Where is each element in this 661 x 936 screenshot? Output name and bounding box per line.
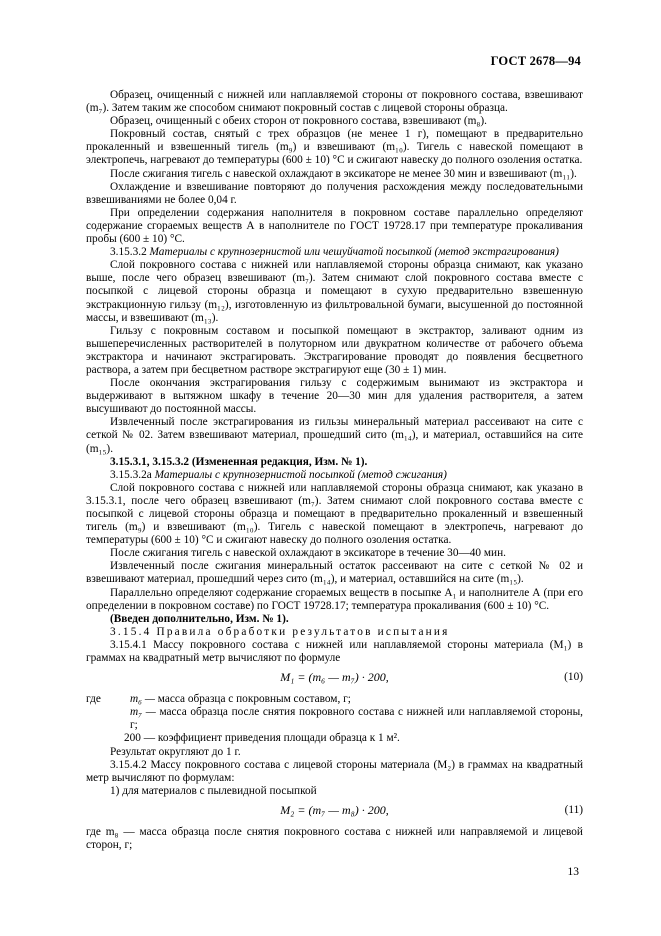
definition-symbol: m₇ — [130, 706, 156, 719]
formula-expression: M₁ = (m₆ — m₇) · 200, [280, 670, 389, 685]
section-number: 3.15.3.2 [110, 246, 147, 259]
definition-item [86, 732, 583, 745]
paragraph: 3.15.4.2 Массу покровного состава с лицевой стороны материала (M₂) в граммах на квадратный метр вычисляют по формулам: [86, 758, 583, 784]
definition-symbol: где m₈ — [86, 825, 135, 838]
paragraph: После окончания экстрагирования гильзу с содержимым вынимают из экстрактора и выдерживают в вытяжном шкафу в течение 20—30 мин для удаления растворителя, а затем высушивают до постоянной массы. [86, 377, 583, 416]
formula-expression: M₂ = (m₇ — m₈) · 200, [280, 802, 389, 817]
paragraph: Слой покровного состава с нижней или наплавляемой стороны образца снимают, как указано в 3.15.3.1, после чего образец взвешивают (m₇). Затем снимают слой покровного состава вместе с посыпкой с лицевой стороны образца и помещают в предварительно прокаленный и взвешенный тигель (m₉) и взвешивают (m₁₀). Тигель с навеской помещают в электропечь, нагревают до температуры (600 ± 10) °С и сжигают навеску до полного озоления остатка. [86, 481, 583, 547]
paragraph: Извлеченный после экстрагирования из гильзы минеральный материал рассеивают на сите с сеткой № 02. Затем взвешивают материал, прошедший сито (m₁₄), и материал, оставшийся на сите (m₁₅). [86, 416, 583, 455]
page-number: 13 [567, 866, 579, 878]
section-number: 3.15.3.2а [110, 468, 152, 481]
formula-11 [86, 798, 583, 826]
definition-symbol: 200 — [124, 732, 156, 745]
paragraph: Результат округляют до 1 г. [110, 745, 241, 758]
section-title: Материалы с крупнозернистой или чешуйчатой посыпкой (метод экстрагирования) [149, 246, 559, 259]
paragraph: После сжигания тигель с навеской охлаждают в эксикаторе не менее 30 мин и взвешивают (m₁₁). [110, 167, 577, 180]
paragraph: Охлаждение и взвешивание повторяют до получения расхождения между последовательными взвешиваниями не более 0,04 г. [86, 180, 583, 206]
definition-text: масса образца после снятия покровного состава с нижней или наплавляемой стороны, г; [130, 706, 583, 732]
amendment-note: (Введен дополнительно, Изм. № 1). [110, 612, 289, 625]
section-heading-3-15-4: 3.15.4 Правила обработки результатов испытания [110, 625, 450, 638]
paragraph: Гильзу с покровным составом и посыпкой помещают в экстрактор, заливают одним из вышеперечисленных растворителей в полуторном или двукратном количестве от рабочего объема экстрактора и начинают экстрагировать. Экстрагирование проводят до появления бесцветного раствора, а затем при бесцветном растворе экстрагируют еще (30 ± 1) мин. [86, 324, 583, 376]
formula-10 [86, 665, 583, 693]
paragraph: 1) для материалов с пылевидной посыпкой [110, 784, 317, 797]
section-title: Материалы с крупнозернистой посыпкой (метод сжигания) [154, 468, 447, 481]
section-heading-3-15-3-2a [86, 469, 583, 482]
paragraph: Образец, очищенный с нижней или наплавляемой стороны от покровного состава, взвешивают (m₇). Затем таким же способом снимают покровный состав с лицевой стороны образца. [86, 89, 583, 115]
section-heading-3-15-3-2 [86, 246, 583, 259]
definition-text: масса образца с покровным составом, г; [157, 693, 351, 706]
paragraph: Покровный состав, снятый с трех образцов (не менее 1 г), помещают в предварительно прокаленный и взвешенный тигель (m₉) и взвешивают (m₁₀). Тигель с навеской помещают в электропечь, нагревают до температуры (600 ± 10) °С и сжигают навеску до полного озоления остатка. [86, 128, 583, 167]
definition-item [86, 693, 583, 706]
definition-symbol: m₆ — [130, 693, 155, 706]
paragraph: Образец, очищенный с обеих сторон от покровного состава, взвешивают (m₈). [110, 115, 487, 128]
paragraph: При определении содержания наполнителя в покровном составе параллельно определяют содержание сгораемых веществ А в наполнителе по ГОСТ 19728.17 при температуре прокаливания пробы (600 ± 10) °С. [86, 206, 583, 246]
definition-text: коэффициент приведения площади образца к 1 м². [157, 732, 400, 745]
paragraph: Слой покровного состава с нижней или наплавляемой стороны образца снимают, как указано выше, после чего образец взвешивают (m₇). Затем снимают слой покровного состава вместе с посыпкой с лицевой стороны образца и помещают в сухую предварительно взвешенную экстракционную гильзу (m₁₂), изготовленную из фильтровальной бумаги, высушенной до постоянной массы, и взвешивают (m₁₃). [86, 259, 583, 324]
definition-item [86, 706, 583, 732]
formula-number: (10) [564, 671, 583, 684]
paragraph: 3.15.4.1 Массу покровного состава с нижней или наплавляемой стороны материала (M₁) в граммах на квадратный метр вычисляют по формуле [86, 638, 583, 665]
paragraph: Параллельно определяют содержание сгораемых веществ в посыпке А₁ и наполнителе А (при его определении в покровном составе) по ГОСТ 19728.17; температура прокаливания (600 ± 10) °С. [86, 586, 583, 612]
definition-text: масса образца после снятия покровного состава с нижней или направляемой и лицевой сторон, г; [86, 825, 583, 851]
page-body [86, 89, 583, 852]
standard-header: ГОСТ 2678—94 [490, 54, 581, 68]
formula-number: (11) [564, 803, 583, 816]
paragraph: После сжигания тигель с навеской охлаждают в эксикаторе в течение 30—40 мин. [110, 547, 506, 560]
definition-intro: где [86, 693, 101, 706]
definition-item [86, 826, 583, 852]
amendment-note: 3.15.3.1, 3.15.3.2 (Измененная редакция, Изм. № 1). [110, 455, 368, 468]
paragraph: Извлеченный после сжигания минеральный остаток рассеивают на сите с сеткой № 02 и взвешивают материал, прошедший через сито (m₁₄), и материал, оставшийся на сите (m₁₅). [86, 560, 583, 586]
